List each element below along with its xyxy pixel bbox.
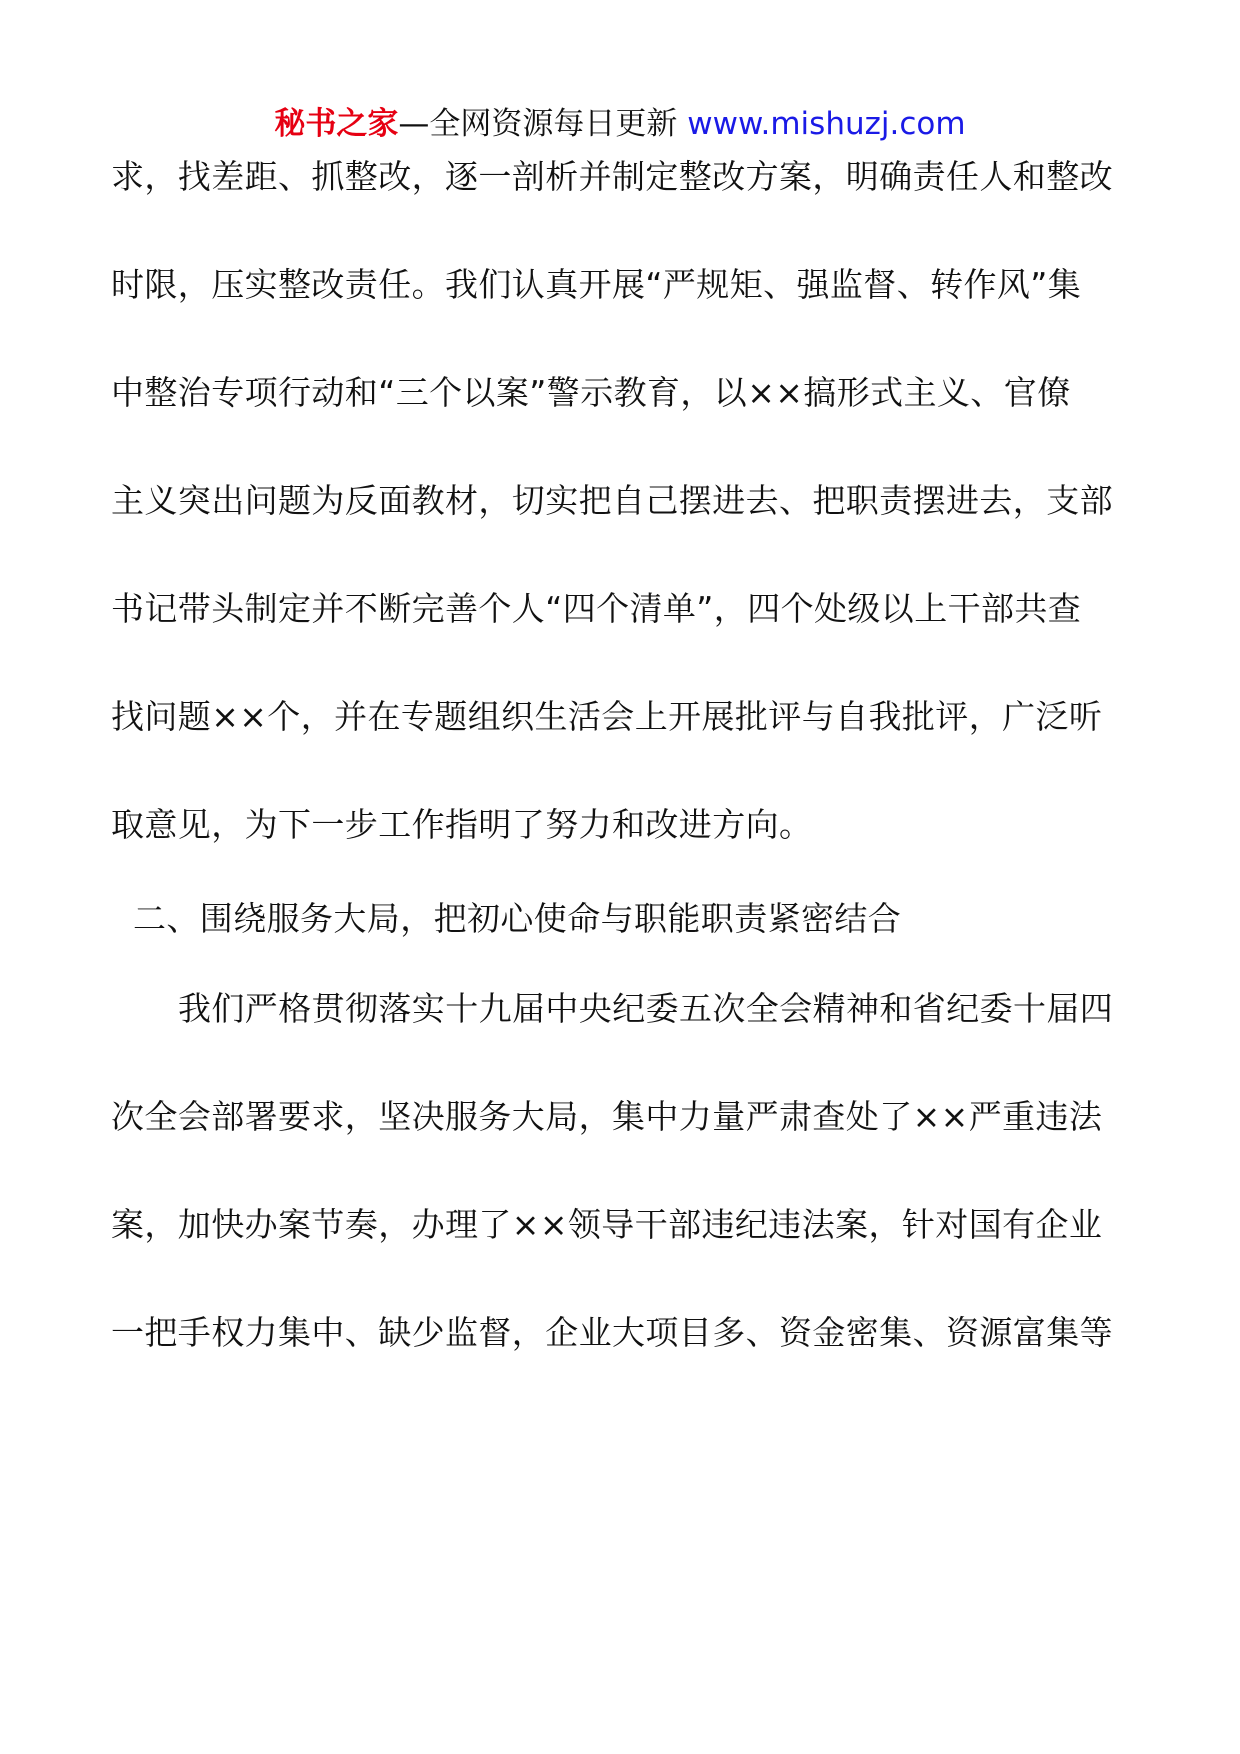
paragraph-line: 中整治专项行动和“三个以案”警示教育，以××搞形式主义、官僚 (111, 373, 1071, 412)
paragraph-line: 我们严格贯彻落实十九届中央纪委五次全会精神和省纪委十届四 (178, 989, 1114, 1028)
paragraph-line: 时限，压实整改责任。我们认真开展“严规矩、强监督、转作风”集 (111, 265, 1082, 304)
paragraph-line: 求，找差距、抓整改，逐一剖析并制定整改方案，明确责任人和整改 (111, 157, 1113, 196)
paragraph-line: 书记带头制定并不断完善个人“四个清单”，四个处级以上干部共查 (111, 589, 1082, 628)
paragraph-line: 主义突出问题为反面教材，切实把自己摆进去、把职责摆进去，支部 (111, 481, 1113, 520)
site-tagline: —全网资源每日更新 (398, 106, 688, 142)
site-url-link[interactable]: www.mishuzj.com (687, 106, 966, 142)
paragraph-line: 找问题××个，并在专题组织生活会上开展批评与自我批评，广泛听 (111, 697, 1103, 736)
paragraph-line: 案，加快办案节奏，办理了××领导干部违纪违法案，针对国有企业 (111, 1205, 1103, 1244)
site-brand: 秘书之家 (274, 106, 399, 142)
paragraph-line: 取意见，为下一步工作指明了努力和改进方向。 (111, 805, 813, 844)
paragraph-line: 一把手权力集中、缺少监督，企业大项目多、资金密集、资源富集等 (111, 1313, 1113, 1352)
site-header (0, 102, 1240, 146)
paragraph-line: 次全会部署要求，坚决服务大局，集中力量严肃查处了××严重违法 (111, 1097, 1103, 1136)
section-heading: 二、围绕服务大局，把初心使命与职能职责紧密结合 (133, 899, 902, 938)
